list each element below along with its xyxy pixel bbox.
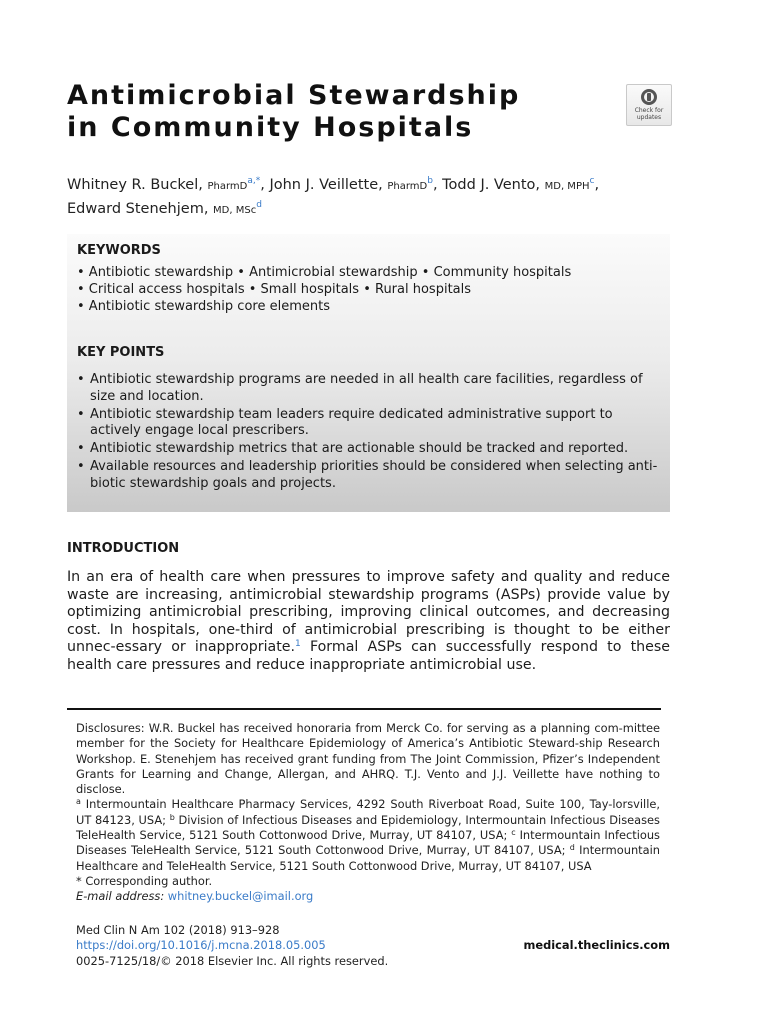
introduction-heading: INTRODUCTION (67, 541, 180, 556)
author-list (67, 174, 677, 222)
copyright: 0025-7125/18/© 2018 Elsevier Inc. All rights reserved. (76, 953, 389, 968)
key-points-heading: KEY POINTS (77, 345, 165, 360)
author-degree: PharmD (207, 181, 248, 192)
keyword-line: • Antibiotic stewardship • Antimicrobial stewardship • Community hospitals (77, 265, 572, 280)
author-name: , John J. Veillette, (260, 177, 388, 193)
bookmark-icon (641, 89, 657, 105)
keyword-line: • Antibiotic stewardship core elements (77, 299, 330, 314)
affiliation-marker[interactable]: d (256, 200, 262, 210)
author-degree: MD, MSc (213, 205, 257, 216)
email-label: E-mail address: (76, 889, 165, 904)
affiliations: $^a$ Intermountain Healthcare Pharmacy Services, 4292 South Riverboat Road, Suite 100, Tay-lorsville, UT 84123, USA; $^b$ Division of Infectious Diseases and Epidemiology, Intermountain Infectious Diseases TeleHealth Service, 5121 South Cottonwood Drive, Murray, UT 84107, USA; $^c$ Intermountain Infectious Diseases TeleHealth Service, 5121 South Cottonwood Drive, Murray, UT 84107, USA; $^d$ Intermountain Healthcare and TeleHealth Service, 5121 South Cottonwood Drive, Murray, UT 84107, USA (76, 797, 661, 873)
bullet-icon: • (77, 372, 85, 387)
affiliation-marker[interactable]: a,* (247, 176, 261, 186)
keywords-heading: KEYWORDS (77, 243, 161, 258)
affiliation-marker[interactable]: b (427, 176, 433, 186)
affiliation-marker[interactable]: c (589, 176, 595, 186)
disclosures: Disclosures: W.R. Buckel has received honoraria from Merck Co. for serving as a planning com-mittee member for the Society for Healthcare Epidemiology of America’s Antibiotic Steward-ship Research Workshop. E. Stenehjem has received grant funding from The Joint Commission, Pfizer’s Independent Grants for Learning and Change, Allergan, and AHRQ. T.J. Vento and J.J. Veillette have nothing to disclose. (76, 721, 660, 797)
key-point: • Available resources and leadership priorities should be considered when selecting anti-biotic stewardship goals and projects. (77, 459, 658, 491)
check-for-updates-badge[interactable] (626, 84, 672, 126)
badge-text: Check for updates (634, 107, 664, 121)
email-line (76, 889, 660, 904)
article-title (67, 80, 587, 144)
doi-link[interactable]: https://doi.org/10.1016/j.mcna.2018.05.005 (76, 938, 326, 953)
author-name: Edward Stenehjem, (67, 201, 214, 217)
author-degree: PharmD (387, 181, 428, 192)
title-line-2: in Community Hospitals (67, 112, 474, 143)
corresponding-author: * Corresponding author. (76, 873, 213, 888)
key-point: • Antibiotic stewardship team leaders require dedicated administrative support to actively engage local prescribers. (77, 406, 613, 438)
footnote-divider (67, 708, 661, 710)
key-point: • Antibiotic stewardship metrics that are actionable should be tracked and reported. (77, 441, 629, 456)
footnotes (76, 721, 660, 905)
bullet-icon: • (77, 459, 85, 474)
keyword-line: • Critical access hospitals • Small hospitals • Rural hospitals (77, 282, 472, 297)
author-name: , Todd J. Vento, (432, 177, 545, 193)
bullet-icon: • (77, 406, 85, 422)
bullet-icon: • (77, 441, 85, 456)
key-points-list (77, 372, 662, 494)
key-point: • Antibiotic stewardship programs are needed in all health care facilities, regardless of size and location. (77, 372, 643, 404)
author-separator: , (594, 177, 600, 193)
introduction-paragraph: In an era of health care when pressures to improve safety and quality and reduce waste are increasing, antimicrobial stewardship programs (ASPs) provide value by optimizing antimicrobial prescribing, improving clinical outcomes, and decreasing cost. In hospitals, one-third of antimicrobial prescribing is thought to be either unnec-essary or inappropriate.$^1$ Formal ASPs can successfully respond to these health care pressures and reduce inappropriate antimicrobial use. (67, 569, 670, 673)
reference-link[interactable]: 1 (295, 639, 301, 650)
keywords-keypoints-box (67, 234, 670, 512)
email-link[interactable]: whitney.buckel@imail.org (167, 889, 314, 904)
keywords-list (77, 264, 571, 315)
author-name: Whitney R. Buckel, (67, 177, 208, 193)
journal-info (76, 923, 388, 969)
journal-website[interactable]: medical.theclinics.com (523, 938, 670, 952)
citation: Med Clin N Am 102 (2018) 913–928 (76, 923, 280, 937)
title-line-1: Antimicrobial Stewardship (67, 80, 521, 111)
author-degree: MD, MPH (544, 181, 590, 192)
